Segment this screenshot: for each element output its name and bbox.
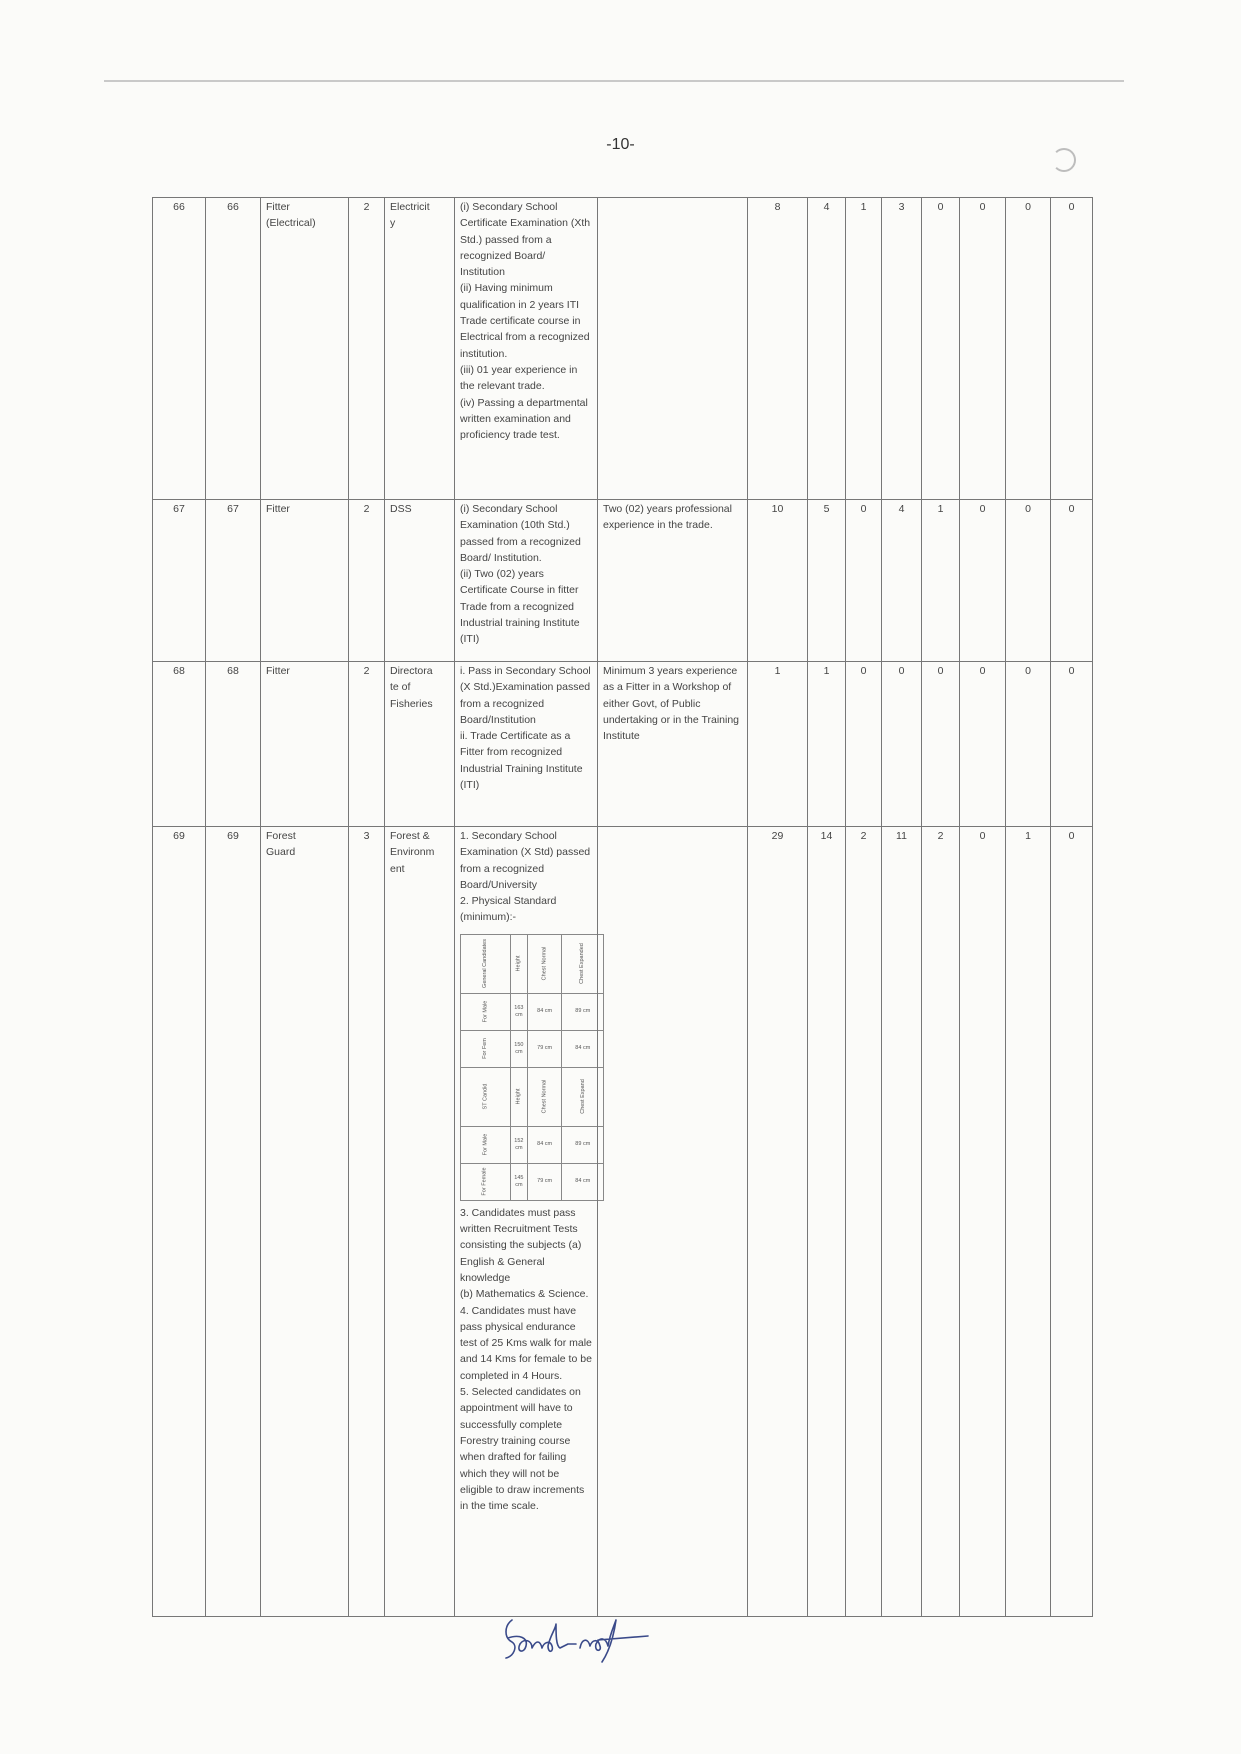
phys-cell-text: Chest Normal [541, 946, 548, 981]
count-total: 8 [748, 198, 808, 500]
count-col-2: 14 [808, 827, 846, 1617]
post-name: Forest Guard [261, 827, 349, 1617]
count-col-7: 0 [1006, 500, 1051, 662]
phys-cell: 79 cm [527, 1163, 562, 1200]
department: Electricit y [385, 198, 455, 500]
count-col-3: 2 [846, 827, 882, 1617]
recruitment-table [152, 197, 1093, 1617]
count-col-2: 4 [808, 198, 846, 500]
phys-cell [461, 1030, 511, 1067]
phys-cell [461, 1067, 511, 1126]
qualification-line: 4. Candidates must have pass physical endurance test of 25 Kms walk for male and 14 Kms for female to be completed in 4 Hours. [460, 1304, 592, 1382]
count-col-4: 11 [882, 827, 922, 1617]
count-col-5: 0 [922, 198, 960, 500]
phys-row [461, 993, 604, 1030]
qualification-line: 1. Secondary School Examination (X Std) passed from a recognized Board/University [460, 830, 591, 891]
phys-cell-text: Chest Normal [541, 1079, 548, 1114]
phys-row [461, 1126, 604, 1163]
count-total: 10 [748, 500, 808, 662]
count-col-4: 3 [882, 198, 922, 500]
count-col-4: 0 [882, 662, 922, 827]
group: 2 [349, 662, 385, 827]
count-col-6: 0 [960, 827, 1006, 1617]
phys-cell-text: Chest Expanded [579, 943, 586, 985]
phys-cell-text: Height [515, 955, 522, 972]
phys-row [461, 1030, 604, 1067]
post-name: Fitter (Electrical) [261, 198, 349, 500]
qualifications [455, 198, 598, 500]
post-name: Fitter [261, 662, 349, 827]
count-col-8: 0 [1051, 827, 1093, 1617]
phys-cell-text: General Candidates [481, 939, 488, 989]
count-col-8: 0 [1051, 198, 1093, 500]
experience: Minimum 3 years experience as a Fitter in a Workshop of either Govt, of Public undertaking or in the Training Institute [598, 662, 748, 827]
count-col-6: 0 [960, 662, 1006, 827]
punch-hole-mark [1052, 148, 1076, 172]
physical-standard-table-wrap [460, 934, 592, 1201]
count-col-7: 0 [1006, 198, 1051, 500]
qualifications [455, 500, 598, 662]
count-col-7: 0 [1006, 662, 1051, 827]
phys-cell: 79 cm [527, 1030, 562, 1067]
post-code: 66 [206, 198, 261, 500]
phys-cell [461, 993, 511, 1030]
phys-header-row [461, 934, 604, 993]
serial-no: 67 [153, 500, 206, 662]
phys-cell: 145 cm [510, 1163, 527, 1200]
department: Directora te of Fisheries [385, 662, 455, 827]
post-code: 67 [206, 500, 261, 662]
count-col-3: 0 [846, 662, 882, 827]
qualification-line: 3. Candidates must pass written Recruitment Tests consisting the subjects (a) English & General knowledge [460, 1206, 582, 1284]
qualification-line: (i) Secondary School Certificate Examination (Xth Std.) passed from a recognized Board/ Institution [460, 201, 591, 279]
group: 2 [349, 198, 385, 500]
phys-cell [510, 1067, 527, 1126]
phys-cell: 84 cm [562, 1163, 604, 1200]
phys-cell-text: Chest Expand [579, 1079, 586, 1115]
count-col-7: 1 [1006, 827, 1051, 1617]
qualification-line: (b) Mathematics & Science. [460, 1288, 589, 1301]
group: 2 [349, 500, 385, 662]
qualification-line: (ii) Having minimum qualification in 2 years ITI Trade certificate course in Electrical from a recognized institution. [460, 282, 590, 360]
phys-cell-text: For Female [481, 1167, 488, 1196]
phys-cell [527, 1067, 562, 1126]
qualification-line: (ii) Two (02) years Certificate Course in fitter Trade from a recognized Industrial training Institute (ITI) [460, 568, 580, 646]
qualifications [455, 662, 598, 827]
signature [498, 1612, 658, 1672]
count-col-3: 0 [846, 500, 882, 662]
phys-cell-text: For Male [481, 1000, 488, 1023]
serial-no: 69 [153, 827, 206, 1617]
qualification-line: 2. Physical Standard (minimum):- [460, 895, 557, 924]
phys-cell: 89 cm [562, 1126, 604, 1163]
serial-no: 66 [153, 198, 206, 500]
phys-cell: 89 cm [562, 993, 604, 1030]
phys-cell-text: Height [515, 1088, 522, 1105]
qualifications [455, 827, 598, 1617]
table-row [153, 198, 1093, 500]
page-number: -10- [606, 136, 635, 153]
qualification-line: i. Pass in Secondary School (X Std.)Examination passed from a recognized Board/Institution [460, 665, 591, 726]
phys-row [461, 1163, 604, 1200]
phys-cell [527, 934, 562, 993]
count-col-8: 0 [1051, 662, 1093, 827]
phys-cell: 84 cm [562, 1030, 604, 1067]
count-col-2: 1 [808, 662, 846, 827]
count-col-2: 5 [808, 500, 846, 662]
phys-cell [461, 1163, 511, 1200]
qualification-line: (iii) 01 year experience in the relevant trade. [460, 363, 578, 393]
post-name: Fitter [261, 500, 349, 662]
qualification-line: ii. Trade Certificate as a Fitter from recognized Industrial Training Institute (ITI) [460, 730, 583, 792]
group: 3 [349, 827, 385, 1617]
phys-cell [461, 1126, 511, 1163]
experience [598, 827, 748, 1617]
experience: Two (02) years professional experience in the trade. [598, 500, 748, 662]
phys-cell [461, 934, 511, 993]
count-col-5: 1 [922, 500, 960, 662]
phys-cell: 84 cm [527, 993, 562, 1030]
phys-cell: 150 cm [510, 1030, 527, 1067]
post-code: 69 [206, 827, 261, 1617]
count-col-4: 4 [882, 500, 922, 662]
count-col-8: 0 [1051, 500, 1093, 662]
phys-cell-text: For Fem [481, 1038, 488, 1060]
count-total: 1 [748, 662, 808, 827]
count-col-6: 0 [960, 500, 1006, 662]
top-rule [104, 80, 1124, 82]
qualification-line: (i) Secondary School Examination (10th Std.) passed from a recognized Board/ Institution. [460, 503, 581, 564]
table-row [153, 500, 1093, 662]
phys-cell: 163 cm [510, 993, 527, 1030]
table-row [153, 827, 1093, 1617]
department: Forest & Environm ent [385, 827, 455, 1617]
serial-no: 68 [153, 662, 206, 827]
qualification-line: 5. Selected candidates on appointment will have to successfully complete Forestry training course when drafted for failing which they will not be eligible to draw increments in the time scale. [460, 1386, 585, 1513]
count-col-3: 1 [846, 198, 882, 500]
department: DSS [385, 500, 455, 662]
count-col-5: 0 [922, 662, 960, 827]
qualification-line: (iv) Passing a departmental written examination and proficiency trade test. [460, 396, 588, 442]
count-col-6: 0 [960, 198, 1006, 500]
count-total: 29 [748, 827, 808, 1617]
phys-cell-text: For Male [481, 1133, 488, 1156]
count-col-5: 2 [922, 827, 960, 1617]
physical-standard-table [460, 934, 604, 1201]
phys-cell: 152 cm [510, 1126, 527, 1163]
phys-cell: 84 cm [527, 1126, 562, 1163]
post-code: 68 [206, 662, 261, 827]
table-row [153, 662, 1093, 827]
phys-header-row [461, 1067, 604, 1126]
experience [598, 198, 748, 500]
phys-cell-text: ST Candid [481, 1083, 488, 1110]
phys-cell [510, 934, 527, 993]
